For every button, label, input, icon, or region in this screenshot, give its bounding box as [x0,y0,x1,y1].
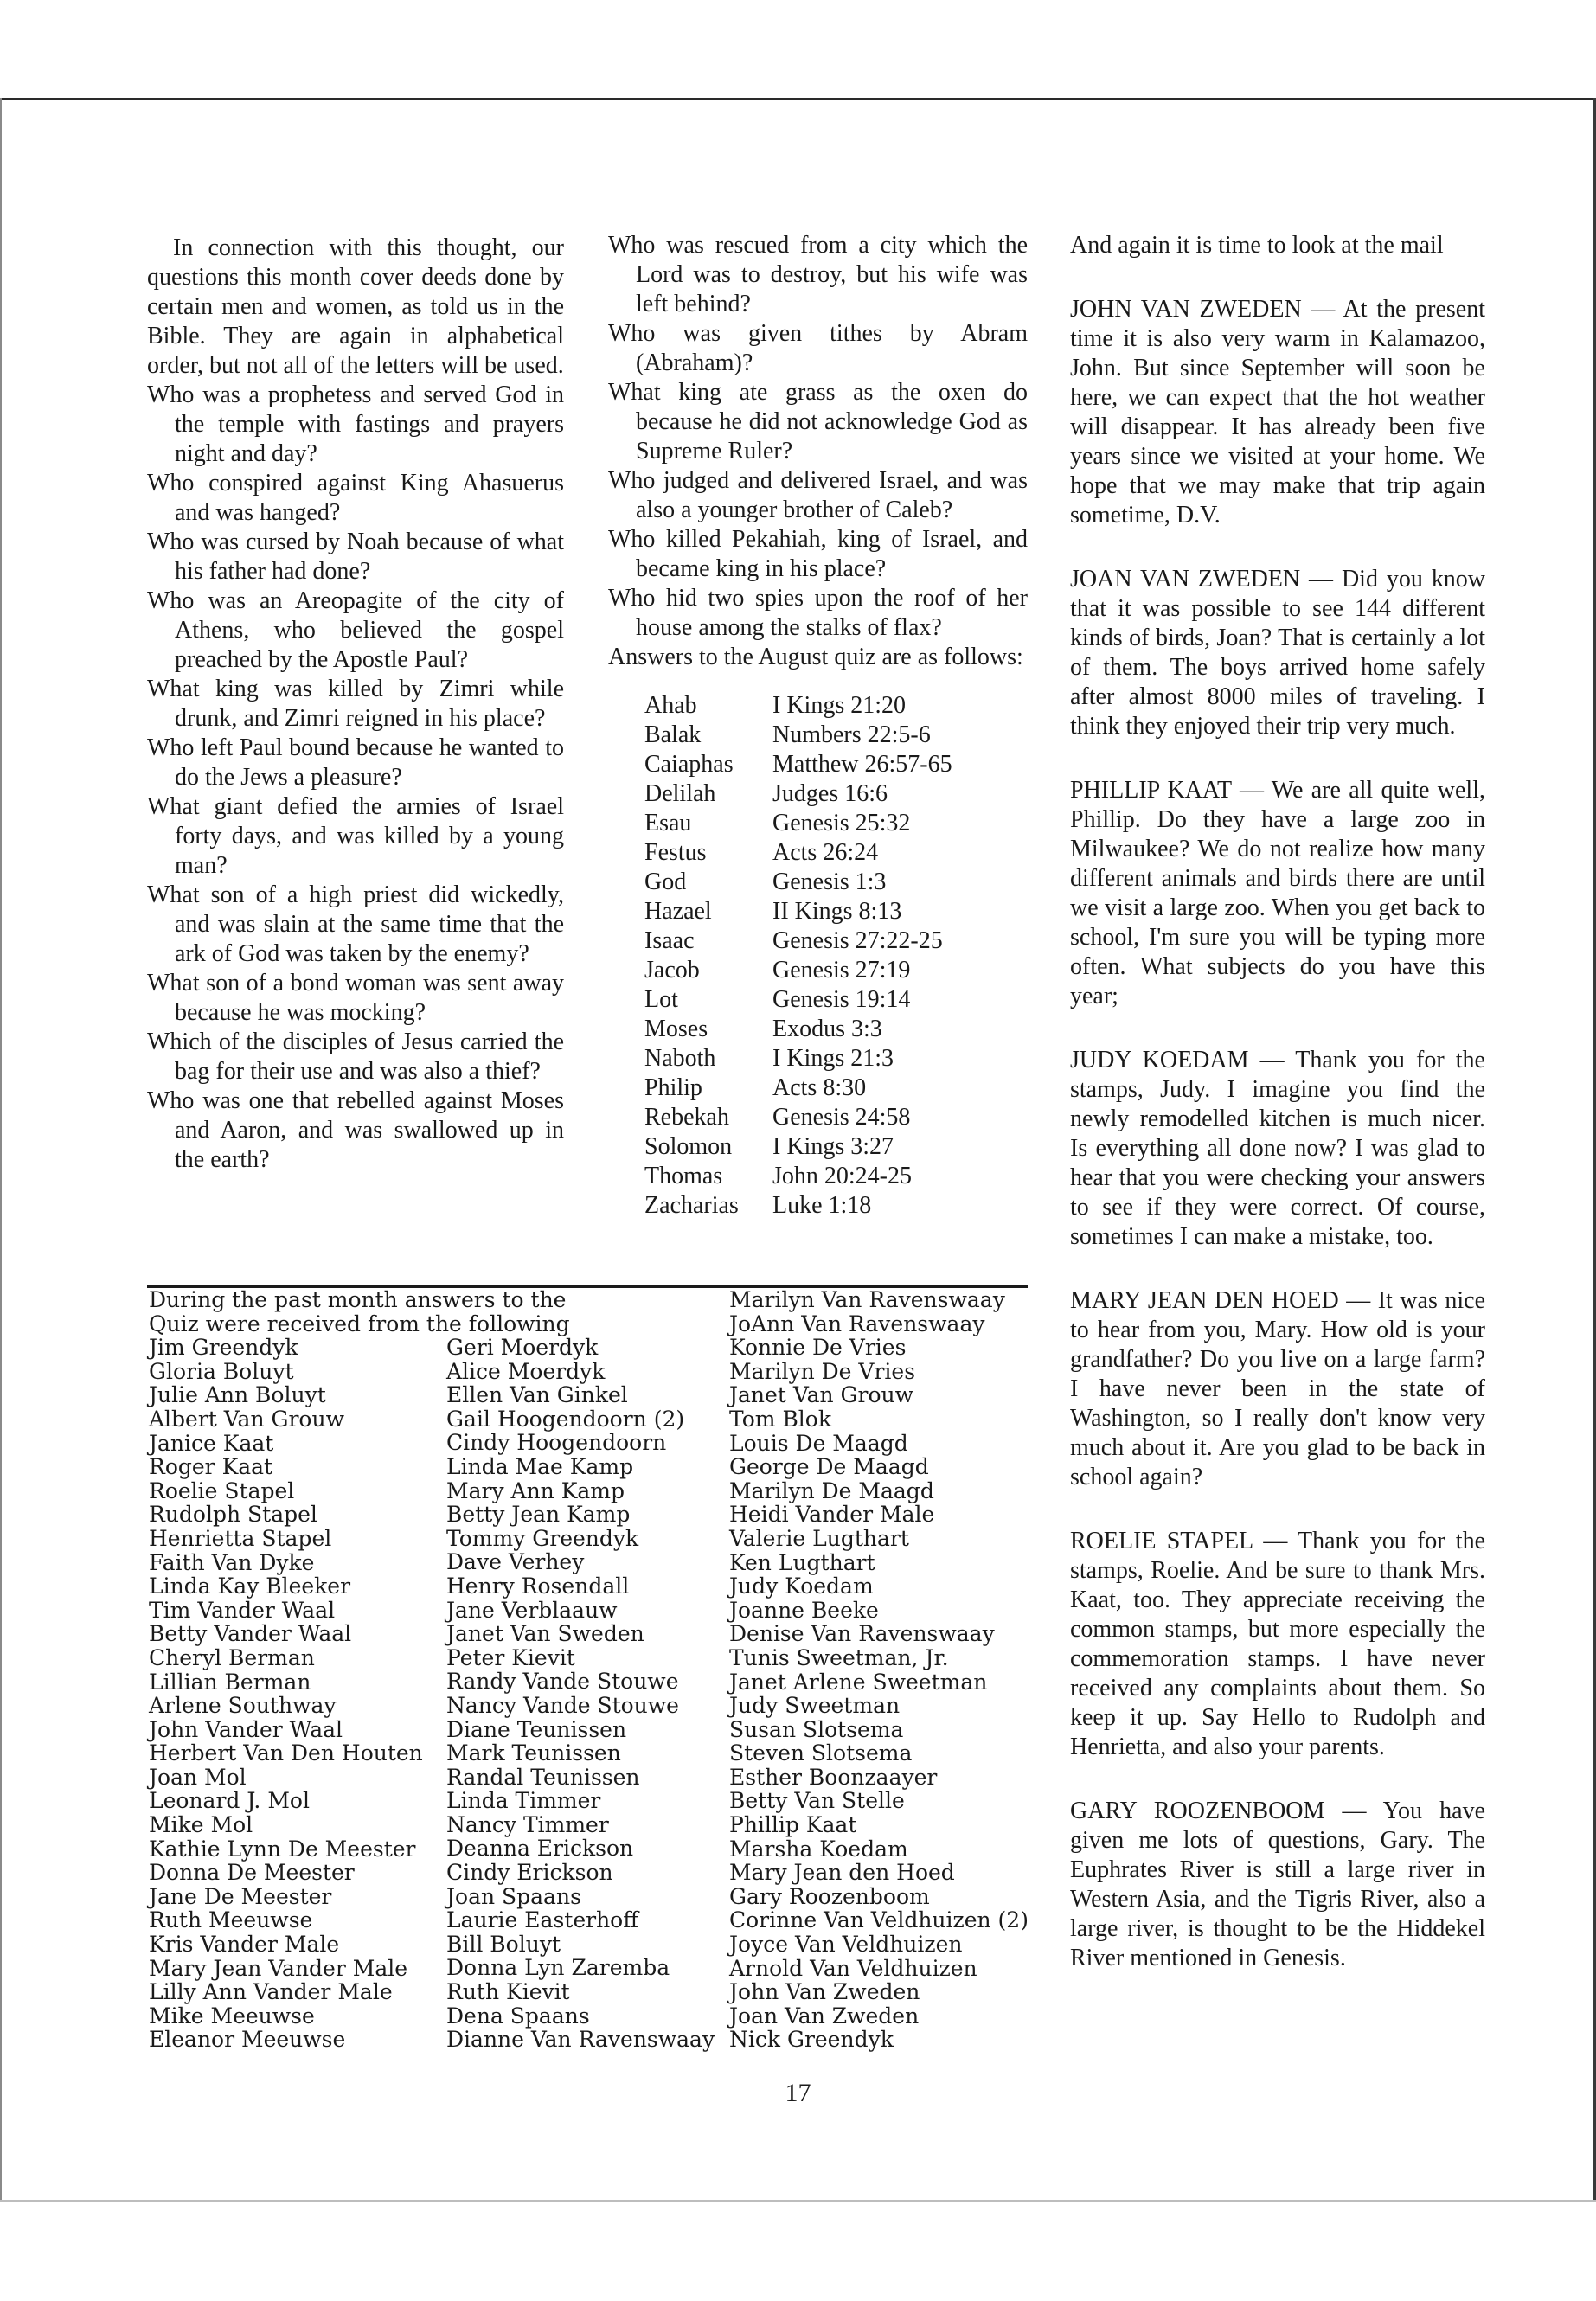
answer-row [644,868,952,897]
name-list-item: Cheryl Berman [149,1644,315,1670]
quiz-question: Who was a prophetess and served God in the temple with fastings and prayers night and day? [147,381,564,467]
quiz-question: Which of the disciples of Jesus carried the bag for their use and was also a thief? [147,1029,564,1085]
name-list-item: Deanna Erickson [446,1836,634,1862]
answer-row [644,1191,952,1221]
answer-reference: Genesis 27:22-25 [772,927,943,954]
answer-row [644,1044,952,1074]
name-list-item: Steven Slotsema [729,1740,913,1766]
answers-intro: Answers to the August quiz are as follows: [608,644,1023,670]
name-list-item: Mary Jean den Hoed [729,1860,955,1886]
name-list-item: Kathie Lynn De Meester [149,1836,416,1862]
name-list-item: Konnie De Vries [729,1335,907,1361]
letter-mary-jean-den-hoed: MARY JEAN DEN HOED — It was nice to hear from you, Mary. How old is your grandfather? Do you live on a large farm? I have never been in the state of Washington, so I really don't know very much about it. Are you glad to be back in school again? [1070,1287,1485,1490]
answer-row [644,985,952,1015]
answer-row [644,1015,952,1044]
name-list-item: Marsha Koedam [729,1836,908,1862]
answer-reference: John 20:24-25 [772,1163,912,1189]
name-list-item: Heidi Vander Male [729,1502,935,1528]
answer-name: Thomas [644,1163,723,1189]
answer-name: Esau [644,810,692,836]
name-list-item: Susan Slotsema [729,1716,904,1742]
name-list-item: Joan Mol [149,1764,247,1790]
name-list-item: Judy Sweetman [729,1693,901,1719]
name-list-item: Nancy Vande Stouwe [446,1692,679,1718]
answers-table [644,691,952,1221]
name-list-item: Tunis Sweetman, Jr. [729,1644,949,1670]
name-list-item: Henrietta Stapel [149,1525,332,1551]
answer-name: Zacharias [644,1192,739,1219]
answer-reference: Genesis 1:3 [772,868,887,895]
answer-name: Philip [644,1074,702,1101]
name-list-item: Bill Boluyt [446,1931,561,1957]
received-heading-line: Quiz were received from the following [149,1311,570,1336]
letter-phillip-kaat: PHILLIP KAAT — We are all quite well, Phillip. Do they have a large zoo in Milwaukee? We do not realize how many different animals and birds there are until we visit a large zoo. When you get back to school, I'm sure you will be typing more often. What subjects do you have this year; [1070,777,1485,1009]
name-list-item: Herbert Van Den Houten [149,1740,423,1766]
name-list-item: Arnold Van Veldhuizen [729,1955,977,1981]
answer-name: Caiaphas [644,751,734,778]
name-list-item: Julie Ann Boluyt [149,1382,326,1408]
page-number: 17 [785,2079,811,2107]
name-list-item: Betty Vander Waal [149,1621,352,1647]
answer-row [644,809,952,838]
scan-edge-bottom [0,2200,1596,2202]
name-list-item: Ruth Meeuwse [149,1907,313,1933]
answer-reference: II Kings 8:13 [772,898,902,925]
name-list-item: Joan Spaans [446,1883,581,1909]
name-list-item: Tim Vander Waal [149,1597,336,1623]
quiz-question: Who was cursed by Noah because of what his father had done? [147,529,564,585]
name-list-item: Mike Mol [149,1812,253,1838]
answer-row [644,691,952,721]
name-list-item: Jane De Meester [149,1883,332,1909]
quiz-question: Who judged and delivered Israel, and was also a younger brother of Caleb? [608,467,1028,523]
answer-name: Hazael [644,898,712,925]
quiz-question: Who conspired against King Ahasuerus and was hanged? [147,470,564,526]
answer-reference: Matthew 26:57-65 [772,751,952,778]
name-list-item: Louis De Maagd [729,1430,908,1456]
received-names-column-3 [729,1288,1029,2052]
name-list-item: Laurie Easterhoff [446,1907,638,1933]
name-list-item: Diane Teunissen [446,1716,627,1742]
name-list-item: Ellen Van Ginkel [446,1382,628,1408]
name-list-item: Kris Vander Male [149,1932,340,1958]
name-list-item: George De Maagd [729,1454,929,1480]
name-list-item: Lilly Ann Vander Male [149,1979,393,2005]
answer-name: Isaac [644,927,695,954]
mail-heading: And again it is time to look at the mail [1070,232,1444,259]
quiz-question: Who was one that rebelled against Moses and Aaron, and was swallowed up in the earth? [147,1087,564,1173]
name-list-item: Gail Hoogendoorn (2) [446,1406,685,1432]
name-list-item: Mike Meeuwse [149,2003,315,2029]
name-list-item: Eleanor Meeuwse [149,2027,346,2053]
answer-row [644,779,952,809]
name-list-item: Arlene Southway [149,1693,337,1719]
answer-reference: I Kings 21:3 [772,1045,894,1072]
answer-name: Solomon [644,1133,733,1160]
name-list-item: Nick Greendyk [729,2027,894,2053]
name-list-item: Mary Jean Vander Male [149,1955,408,1981]
quiz-question: What king was killed by Zimri while drunk, and Zimri reigned in his place? [147,676,564,732]
answer-reference: Acts 26:24 [772,839,879,866]
answer-name: Lot [644,986,678,1013]
answer-name: Ahab [644,692,697,719]
answer-reference: Genesis 25:32 [772,810,911,836]
answer-name: Balak [644,721,702,748]
name-list-item: Mary Ann Kamp [446,1477,625,1503]
answer-row [644,1074,952,1103]
answer-name: Naboth [644,1045,716,1072]
quiz-question: Who was given tithes by Abram (Abraham)? [608,320,1028,376]
name-list-item: JoAnn Van Ravenswaay [729,1311,985,1336]
answer-reference: Genesis 19:14 [772,986,911,1013]
name-list-item: Dave Verhey [446,1549,585,1575]
name-list-item: Betty Van Stelle [729,1788,905,1814]
answer-reference: Genesis 27:19 [772,957,911,984]
letter-gary-roozenboom: GARY ROOZENBOOM — You have given me lots of questions, Gary. The Euphrates River is still a large river in Western Asia, and the Tigris River, also a large river, is thought to be the Hiddekel River mentioned in Genesis. [1070,1798,1485,1971]
name-list-item: Ruth Kievit [446,1979,570,2005]
name-list-item: Judy Koedam [729,1574,874,1599]
answer-reference: Judges 16:6 [772,780,888,807]
quiz-question: Who killed Pekahiah, king of Israel, and became king in his place? [608,526,1028,582]
name-list-item: Alice Moerdyk [446,1358,606,1384]
answer-row [644,1103,952,1132]
name-list-item: Donna De Meester [149,1860,355,1886]
answer-name: Moses [644,1016,708,1042]
answer-reference: Genesis 24:58 [772,1104,911,1131]
name-list-item: Lillian Berman [149,1669,311,1695]
name-list-item: Corinne Van Veldhuizen (2) [729,1907,1029,1933]
name-list-item: Jim Greendyk [149,1335,298,1361]
answer-name: Delilah [644,780,716,807]
name-list-item: Faith Van Dyke [149,1549,315,1575]
name-list-item: Cindy Hoogendoorn [446,1430,667,1456]
name-list-item: John Vander Waal [149,1716,343,1742]
letter-judy-koedam: JUDY KOEDAM — Thank you for the stamps, Judy. I imagine you find the newly remodelled kitchen is much nicer. Is everything all done now? I was glad to hear that you were checking your answers to see if they were correct. Of course, sometimes I can make a mistake, too. [1070,1047,1485,1250]
quiz-questions-part1 [147,381,564,1175]
quiz-question: Who was rescued from a city which the Lord was to destroy, but his wife was left behind? [608,232,1028,317]
letter-joan-van-zweden: JOAN VAN ZWEDEN — Did you know that it was possible to see 144 different kinds of birds, Joan? That is certainly a lot of them. The boys arrived home safely after almost 8000 miles of traveling. I think they enjoyed their trip very much. [1070,566,1485,740]
name-list-item: Betty Jean Kamp [446,1502,631,1528]
name-list-item: Roger Kaat [149,1454,273,1480]
name-list-item: Leonard J. Mol [149,1788,310,1814]
name-list-item: Linda Timmer [446,1788,601,1814]
name-list-item: Rudolph Stapel [149,1502,317,1528]
name-list-item: Tommy Greendyk [446,1525,639,1551]
name-list-item: Linda Kay Bleeker [149,1574,351,1599]
quiz-question: Who hid two spies upon the roof of her house among the stalks of flax? [608,585,1028,641]
name-list-item: Henry Rosendall [446,1573,630,1599]
answer-row [644,750,952,779]
answer-name: Rebekah [644,1104,729,1131]
quiz-question: Who left Paul bound because he wanted to do the Jews a pleasure? [147,734,564,791]
name-list-item: Donna Lyn Zaremba [446,1955,670,1981]
name-list-item: Randy Vande Stouwe [446,1669,679,1695]
received-names-column-2 [446,1336,715,2052]
name-list-item: Tom Blok [729,1406,832,1432]
answer-reference: Numbers 22:5-6 [772,721,931,748]
quiz-question: What son of a high priest did wickedly, and was slain at the same time that the ark of God was taken by the enemy? [147,881,564,967]
name-list-item: Gary Roozenboom [729,1883,930,1909]
name-list-item: Joanne Beeke [729,1597,879,1623]
answer-row [644,956,952,985]
answer-row [644,721,952,750]
answer-reference: Acts 8:30 [772,1074,867,1101]
answer-row [644,838,952,868]
left-column [147,234,564,1175]
name-list-item: Janice Kaat [149,1430,274,1456]
right-column [1070,231,1485,1973]
name-list-item: Linda Mae Kamp [446,1453,634,1479]
name-list-item: Randal Teunissen [446,1764,640,1790]
name-list-item: Nancy Timmer [446,1811,609,1837]
name-list-item: Janet Arlene Sweetman [729,1669,988,1695]
answer-row [644,1162,952,1191]
answer-reference: Exodus 3:3 [772,1016,882,1042]
name-list-item: Denise Van Ravenswaay [729,1621,995,1647]
name-list-item: Dena Spaans [446,2003,590,2029]
name-list-item: Roelie Stapel [149,1477,295,1503]
answer-reference: Luke 1:18 [772,1192,872,1219]
name-list-item: Valerie Lugthart [729,1525,909,1551]
name-list-item: Joan Van Zweden [729,2003,920,2029]
answer-row [644,1132,952,1162]
intro-paragraph: In connection with this thought, our questions this month cover deeds done by certain men and women, as told us in the Bible. They are again in alphabetical order, but not all of the letters will be used. [147,234,564,379]
name-list-item: Janet Van Grouw [729,1382,914,1408]
name-list-item: Marilyn Van Ravenswaay [729,1287,1005,1312]
name-list-item: Marilyn De Vries [729,1358,916,1384]
quiz-question: What giant defied the armies of Israel forty days, and was killed by a young man? [147,793,564,879]
name-list-item: Marilyn De Maagd [729,1477,934,1503]
name-list-item: Jane Verblaauw [446,1597,618,1623]
name-list-item: Mark Teunissen [446,1740,621,1766]
quiz-question: Who was an Areopagite of the city of Athens, who believed the gospel preached by the Apostle Paul? [147,587,564,673]
answer-name: Festus [644,839,707,866]
name-list-item: Ken Lugthart [729,1549,875,1575]
name-list-item: Geri Moerdyk [446,1335,599,1360]
name-list-item: Janet Van Sweden [446,1621,644,1647]
name-list-item: Dianne Van Ravenswaay [446,2027,715,2053]
quiz-question: What king ate grass as the oxen do because he did not acknowledge God as Supreme Ruler? [608,379,1028,465]
answer-row [644,926,952,956]
received-heading-line: During the past month answers to the [149,1287,567,1312]
quiz-questions-part2 [608,231,1028,672]
name-list-item: Phillip Kaat [729,1812,857,1838]
scan-edge-left [0,98,2,2200]
answer-name: Jacob [644,957,700,984]
name-list-item: Cindy Erickson [446,1860,613,1886]
scan-edge-top [0,98,1596,100]
name-list-item: Peter Kievit [446,1644,575,1670]
name-list-item: Gloria Boluyt [149,1358,294,1384]
answer-name: God [644,868,687,895]
name-list-item: Esther Boonzaayer [729,1764,938,1790]
letter-john-van-zweden: JOHN VAN ZWEDEN — At the present time it is also very warm in Kalamazoo, John. But since September will soon be here, we can expect that the hot weather will disappear. It has already been five years since we visited at your home. We hope that we may make that trip again sometime, D.V. [1070,296,1485,529]
name-list-item: John Van Zweden [729,1979,920,2005]
name-list-item: Joyce Van Veldhuizen [729,1932,963,1958]
answer-reference: I Kings 3:27 [772,1133,894,1160]
answer-reference: I Kings 21:20 [772,692,906,719]
name-list-item: Albert Van Grouw [149,1406,344,1432]
quiz-question: What son of a bond woman was sent away because he was mocking? [147,970,564,1026]
answer-row [644,897,952,926]
letter-roelie-stapel: ROELIE STAPEL — Thank you for the stamps, Roelie. And be sure to thank Mrs. Kaat, too. They appreciate receiving the common stamps, but more especially the commemoration stamps. I have never received any complaints about them. So keep it up. Say Hello to Rudolph and Henrietta, and also your parents. [1070,1528,1485,1760]
middle-column [608,231,1028,1221]
